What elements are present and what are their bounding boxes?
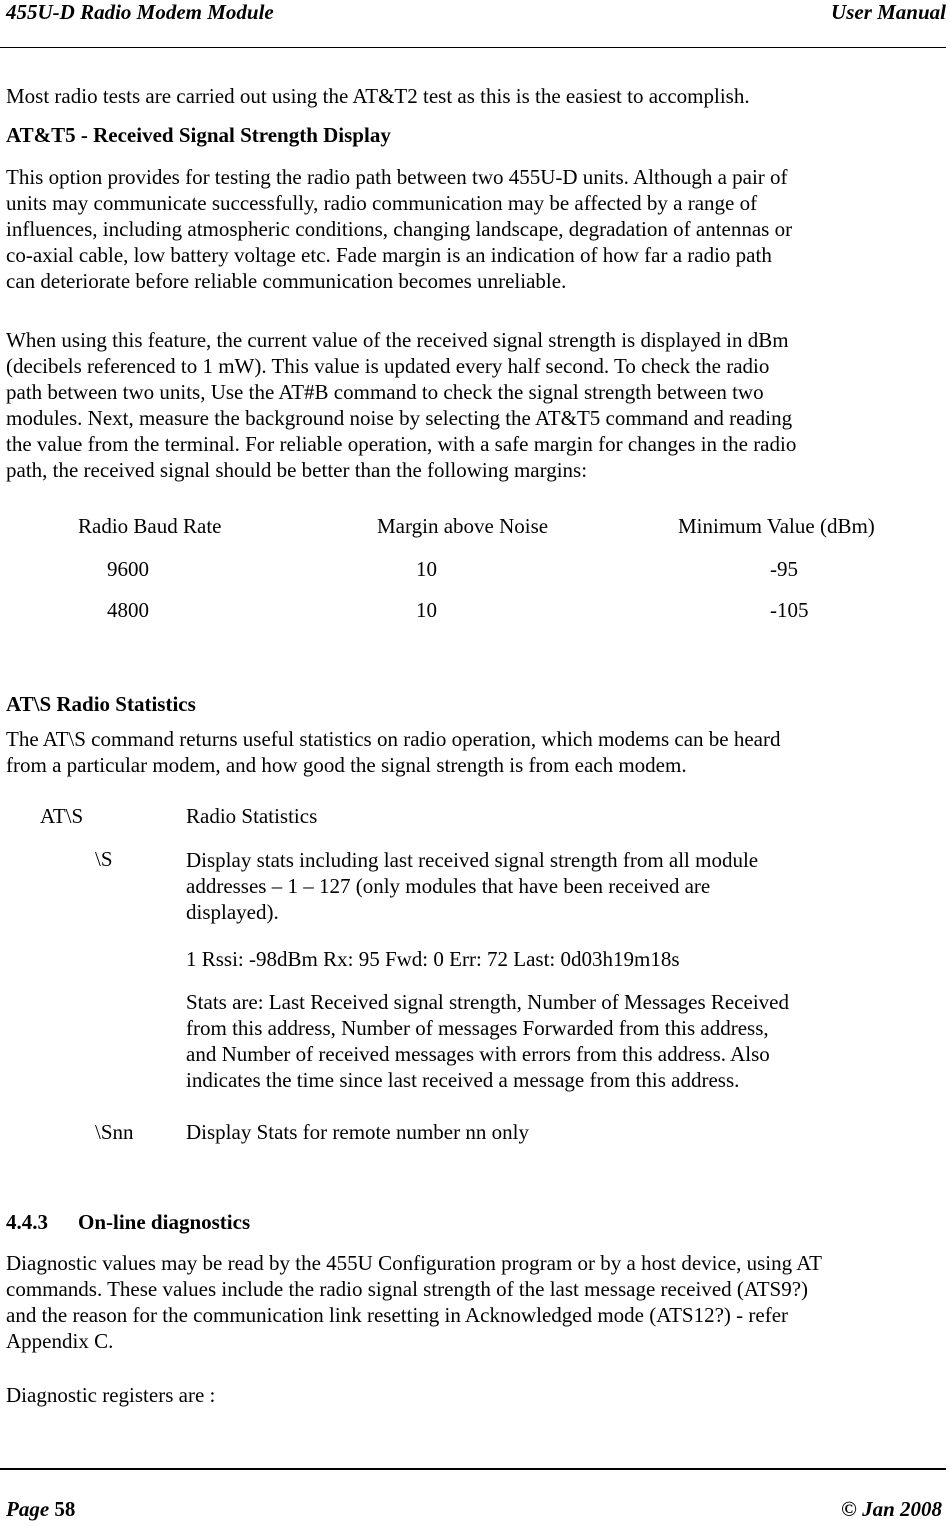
text-line: displayed). (186, 900, 279, 924)
stats-explanation (186, 989, 789, 1093)
text-line: Diagnostic values may be read by the 455U Configuration program or by a host device, using AT (6, 1251, 822, 1275)
page-number-value: 58 (54, 1497, 76, 1521)
text-line: can deteriorate before reliable communication becomes unreliable. (6, 269, 567, 293)
att5-heading: AT&T5 - Received Signal Strength Display (6, 123, 391, 147)
text-line: influences, including atmospheric conditions, changing landscape, degradation of antennas or (6, 217, 793, 241)
text-line: and Number of received messages with errors from this address. Also (186, 1042, 770, 1066)
table-cell: 10 (416, 598, 437, 622)
table-cell: 10 (416, 557, 437, 581)
command-name: \S (95, 847, 113, 871)
section-number: 4.4.3 (6, 1210, 48, 1234)
text-line: indicates the time since last received a message from this address. (186, 1068, 740, 1092)
table-header-baud: Radio Baud Rate (78, 514, 222, 538)
table-header-minimum: Minimum Value (dBm) (678, 514, 875, 538)
diagnostics-paragraph (6, 1250, 950, 1354)
att5-paragraph-1 (6, 164, 950, 294)
table-cell: 9600 (107, 557, 149, 581)
table-cell: -105 (770, 598, 809, 622)
intro-paragraph: Most radio tests are carried out using the AT&T2 test as this is the easiest to accomplish. (6, 84, 750, 108)
text-line: Stats are: Last Received signal strength, Number of Messages Received (186, 990, 789, 1014)
command-name: \Snn (95, 1120, 134, 1144)
text-line: When using this feature, the current value of the received signal strength is displayed in dBm (6, 328, 789, 352)
table-cell: 4800 (107, 598, 149, 622)
table-cell: -95 (770, 557, 798, 581)
header-title: 455U-D Radio Modem Module (6, 0, 274, 24)
text-line: This option provides for testing the radio path between two 455U-D units. Although a pair of (6, 165, 788, 189)
ats-paragraph (6, 726, 950, 778)
stats-example: 1 Rssi: -98dBm Rx: 95 Fwd: 0 Err: 72 Last: 0d03h19m18s (186, 947, 680, 971)
page-label: Page (6, 1497, 50, 1521)
att5-paragraph-2 (6, 327, 950, 483)
command-description: Display Stats for remote number nn only (186, 1120, 529, 1144)
text-line: path, the received signal should be better than the following margins: (6, 458, 588, 482)
text-line: The AT\S command returns useful statistics on radio operation, which modems can be heard (6, 727, 781, 751)
text-line: Appendix C. (6, 1329, 114, 1353)
table-header-margin: Margin above Noise (377, 514, 549, 538)
text-line: addresses – 1 – 127 (only modules that have been received are (186, 874, 711, 898)
section-title: On-line diagnostics (78, 1210, 251, 1234)
command-name: AT\S (40, 804, 84, 828)
diagnostic-registers-line: Diagnostic registers are : (6, 1383, 216, 1407)
text-line: from this address, Number of messages Forwarded from this address, (186, 1016, 769, 1040)
footer-divider (0, 1468, 946, 1470)
text-line: co-axial cable, low battery voltage etc. Fade margin is an indication of how far a radio path (6, 243, 772, 267)
text-line: (decibels referenced to 1 mW). This value is updated every half second. To check the radio (6, 354, 770, 378)
header-divider (0, 47, 946, 48)
text-line: the value from the terminal. For reliable operation, with a safe margin for changes in the radio (6, 432, 797, 456)
text-line: Display stats including last received signal strength from all module (186, 848, 759, 872)
ats-heading: AT\S Radio Statistics (6, 692, 196, 716)
header-manual-label: User Manual (831, 0, 946, 24)
command-description: Radio Statistics (186, 804, 318, 828)
page-number (6, 1497, 75, 1522)
text-line: from a particular modem, and how good the signal strength is from each modem. (6, 753, 687, 777)
command-description (186, 847, 758, 925)
text-line: and the reason for the communication link resetting in Acknowledged mode (ATS12?) - refer (6, 1303, 789, 1327)
text-line: commands. These values include the radio signal strength of the last message received (ATS9?) (6, 1277, 809, 1301)
text-line: modules. Next, measure the background noise by selecting the AT&T5 command and reading (6, 406, 793, 430)
text-line: units may communicate successfully, radio communication may be affected by a range of (6, 191, 758, 215)
copyright: © Jan 2008 (841, 1497, 942, 1521)
text-line: path between two units, Use the AT#B command to check the signal strength between two (6, 380, 764, 404)
